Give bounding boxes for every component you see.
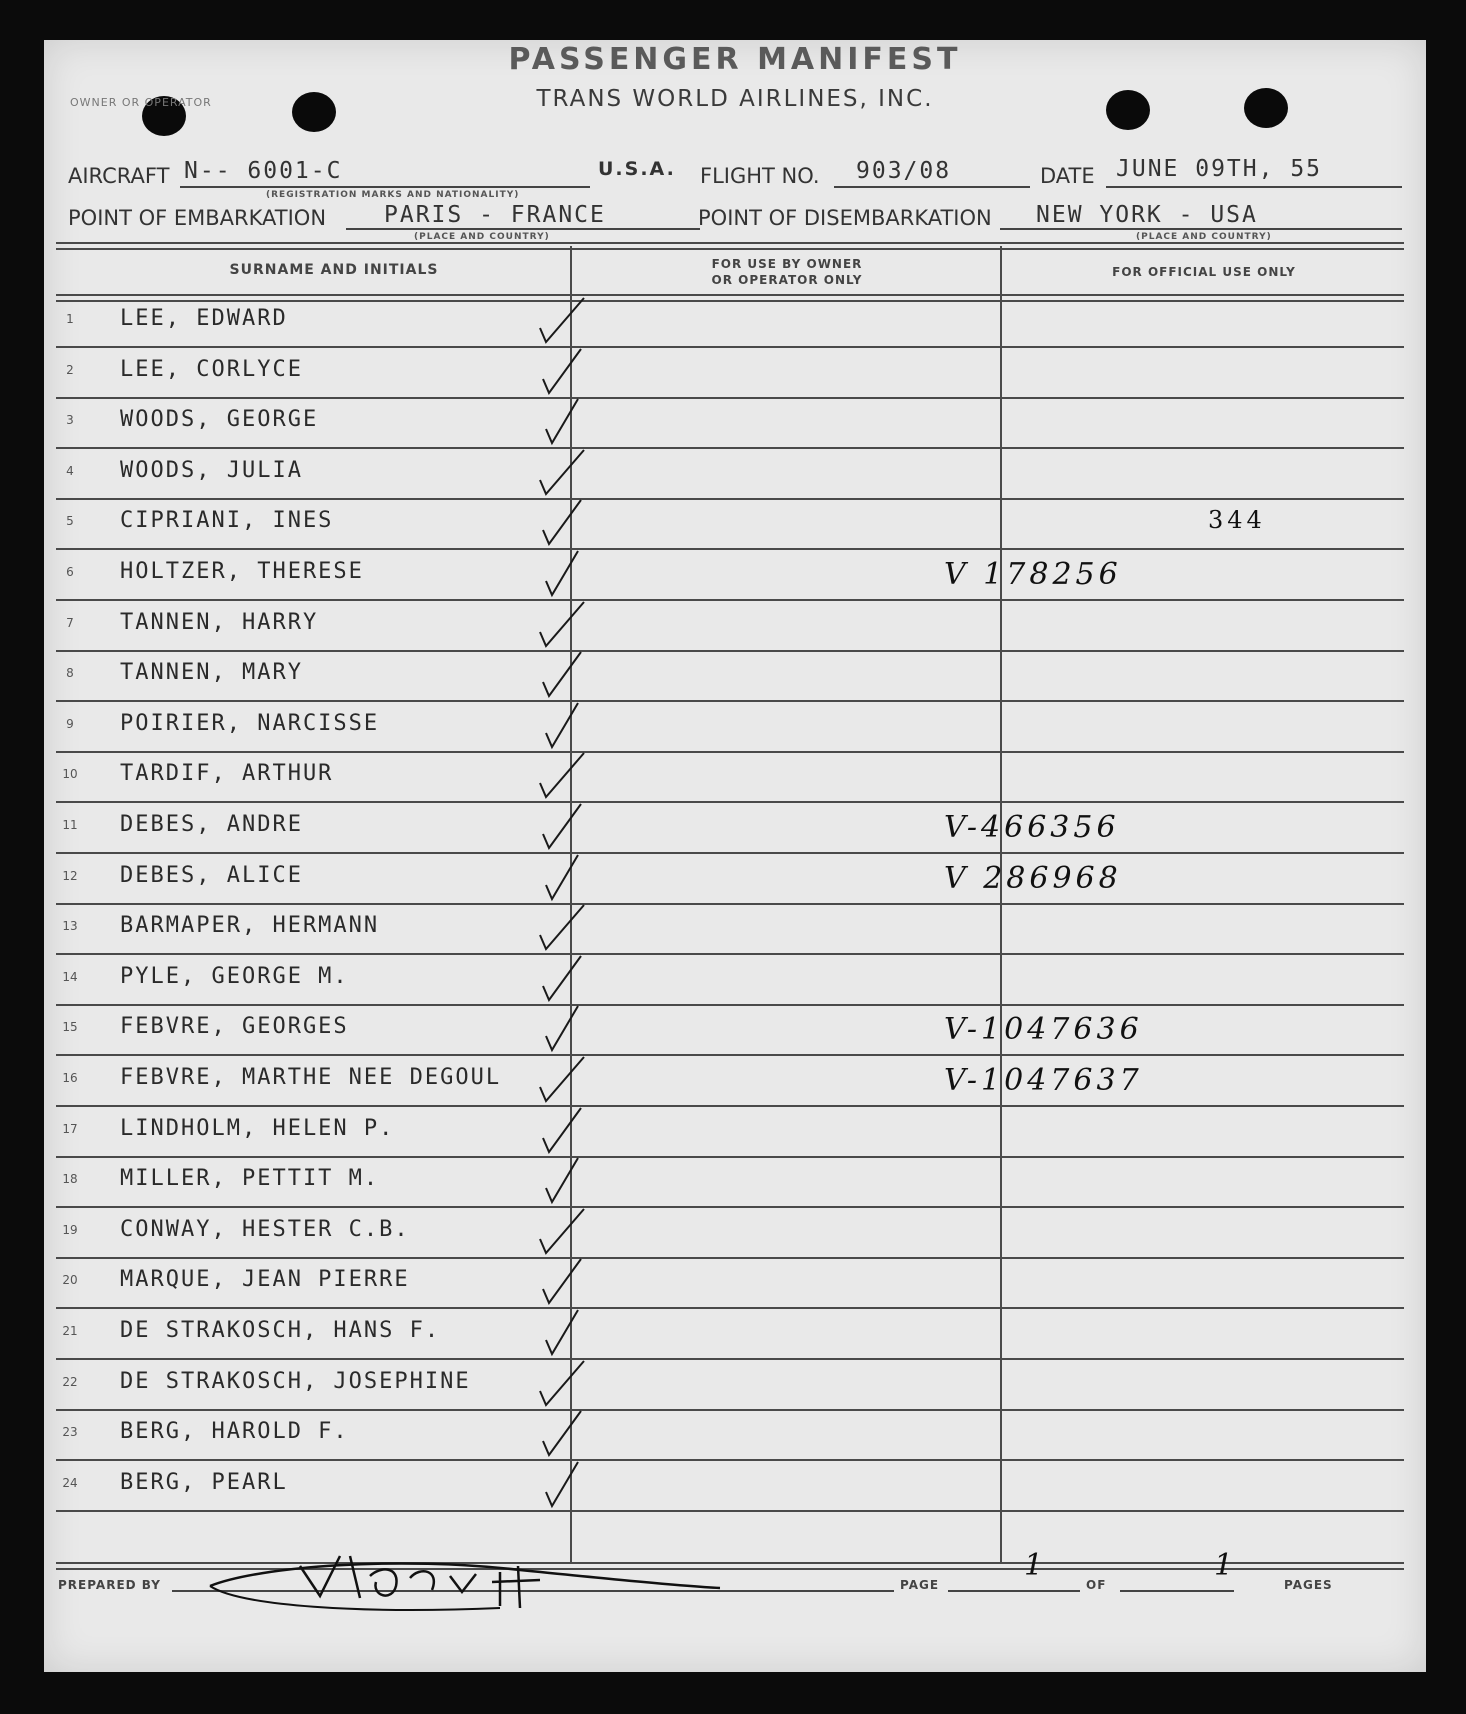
table-row — [44, 450, 1426, 500]
row-number: 2 — [66, 363, 74, 377]
official-column-header: FOR OFFICIAL USE ONLY — [1112, 265, 1296, 279]
official-entry: V-1047637 — [944, 1063, 1143, 1098]
passenger-name: LINDHOLM, HELEN P. — [120, 1116, 395, 1141]
table-row — [44, 855, 1426, 905]
passenger-name: DEBES, ALICE — [120, 863, 303, 888]
owner-use-column-header: FOR USE BY OWNER OR OPERATOR ONLY — [711, 257, 863, 287]
row-number: 7 — [66, 616, 74, 630]
row-number: 13 — [62, 919, 78, 933]
passenger-name: DE STRAKOSCH, HANS F. — [120, 1318, 441, 1343]
table-row — [44, 399, 1426, 449]
passenger-name: CONWAY, HESTER C.B. — [120, 1217, 410, 1242]
table-row — [44, 905, 1426, 955]
check-mark — [522, 1456, 592, 1516]
owner-label: OWNER OR OPERATOR — [70, 96, 212, 109]
passenger-name: BERG, HAROLD F. — [120, 1419, 349, 1444]
table-row — [44, 349, 1426, 399]
table-row — [44, 753, 1426, 803]
surname-column-header: SURNAME AND INITIALS — [229, 262, 439, 278]
passenger-name: FEBVRE, MARTHE NEE DEGOUL — [120, 1065, 502, 1090]
table-row — [44, 956, 1426, 1006]
nationality-value: U.S.A. — [598, 158, 676, 180]
passenger-name: WOODS, JULIA — [120, 458, 303, 483]
table-row — [44, 1310, 1426, 1360]
manifest-sheet — [44, 40, 1426, 1672]
passenger-name: MILLER, PETTIT M. — [120, 1166, 380, 1191]
embarkation-label: POINT OF EMBARKATION — [68, 206, 327, 230]
row-number: 17 — [62, 1122, 78, 1136]
date-label: DATE — [1040, 164, 1095, 188]
row-number: 12 — [62, 869, 78, 883]
table-row — [44, 1006, 1426, 1056]
row-number: 1 — [66, 312, 74, 326]
row-number: 14 — [62, 970, 78, 984]
pages-label: PAGES — [1284, 1578, 1333, 1592]
table-row — [44, 1108, 1426, 1158]
table-row — [44, 1462, 1426, 1512]
row-number: 9 — [66, 717, 74, 731]
disembark-place-note: (PLACE AND COUNTRY) — [1136, 232, 1272, 242]
flight-no-value: 903/08 — [856, 158, 952, 184]
row-number: 24 — [62, 1476, 78, 1490]
row-number: 8 — [66, 666, 74, 680]
passenger-name: POIRIER, NARCISSE — [120, 711, 380, 736]
embarkation-value: PARIS - FRANCE — [384, 202, 606, 228]
table-row — [44, 551, 1426, 601]
table-row — [44, 298, 1426, 348]
row-number: 3 — [66, 413, 74, 427]
table-row — [44, 804, 1426, 854]
official-entry: V-466356 — [944, 810, 1120, 845]
passenger-name: PYLE, GEORGE M. — [120, 964, 349, 989]
passenger-name: TANNEN, MARY — [120, 660, 303, 685]
table-row — [44, 1361, 1426, 1411]
passenger-name: WOODS, GEORGE — [120, 407, 319, 432]
row-number: 20 — [62, 1273, 78, 1287]
row-number: 4 — [66, 464, 74, 478]
disembarkation-value: NEW YORK - USA — [1036, 202, 1258, 228]
aircraft-label: AIRCRAFT — [68, 164, 170, 188]
table-row — [44, 1158, 1426, 1208]
row-number: 22 — [62, 1375, 78, 1389]
passenger-name: BARMAPER, HERMANN — [120, 913, 380, 938]
table-row — [44, 602, 1426, 652]
registration-note: (REGISTRATION MARKS AND NATIONALITY) — [266, 190, 520, 200]
row-number: 18 — [62, 1172, 78, 1186]
row-number: 23 — [62, 1425, 78, 1439]
passenger-name: HOLTZER, THERESE — [120, 559, 364, 584]
page-label: PAGE — [900, 1578, 940, 1592]
date-value: JUNE 09TH, 55 — [1116, 156, 1323, 182]
disembarkation-label: POINT OF DISEMBARKATION — [698, 206, 992, 230]
official-entry: 344 — [1208, 506, 1266, 534]
row-number: 10 — [62, 767, 78, 781]
flight-no-label: FLIGHT NO. — [700, 164, 820, 188]
table-row — [44, 652, 1426, 702]
passenger-name: LEE, CORLYCE — [120, 357, 303, 382]
passenger-name: TANNEN, HARRY — [120, 610, 319, 635]
official-entry: V 178256 — [944, 557, 1122, 592]
table-row — [44, 500, 1426, 550]
passenger-name: LEE, EDWARD — [120, 306, 288, 331]
passenger-name: FEBVRE, GEORGES — [120, 1014, 349, 1039]
table-row — [44, 1411, 1426, 1461]
table-row — [44, 1209, 1426, 1259]
passenger-name: DEBES, ANDRE — [120, 812, 303, 837]
prepared-by-label: PREPARED BY — [58, 1578, 161, 1592]
document-title: PASSENGER MANIFEST — [508, 42, 962, 77]
table-row — [44, 703, 1426, 753]
row-number: 16 — [62, 1071, 78, 1085]
page-number: 1 — [1024, 1548, 1044, 1583]
passenger-name: MARQUE, JEAN PIERRE — [120, 1267, 410, 1292]
passenger-name: TARDIF, ARTHUR — [120, 761, 334, 786]
row-number: 15 — [62, 1020, 78, 1034]
table-row — [44, 1259, 1426, 1309]
official-entry: V 286968 — [944, 861, 1122, 896]
row-number: 5 — [66, 514, 74, 528]
row-number: 11 — [62, 818, 78, 832]
of-label: OF — [1086, 1578, 1107, 1592]
signature — [200, 1526, 740, 1638]
total-pages: 1 — [1214, 1548, 1234, 1583]
table-row — [44, 1057, 1426, 1107]
passenger-name: CIPRIANI, INES — [120, 508, 334, 533]
aircraft-value: N-- 6001-C — [184, 158, 343, 184]
embark-place-note: (PLACE AND COUNTRY) — [414, 232, 550, 242]
airline-name: TRANS WORLD AIRLINES, INC. — [536, 86, 934, 112]
row-number: 6 — [66, 565, 74, 579]
row-number: 21 — [62, 1324, 78, 1338]
row-number: 19 — [62, 1223, 78, 1237]
passenger-name: DE STRAKOSCH, JOSEPHINE — [120, 1369, 471, 1394]
official-entry: V-1047636 — [944, 1012, 1143, 1047]
passenger-name: BERG, PEARL — [120, 1470, 288, 1495]
